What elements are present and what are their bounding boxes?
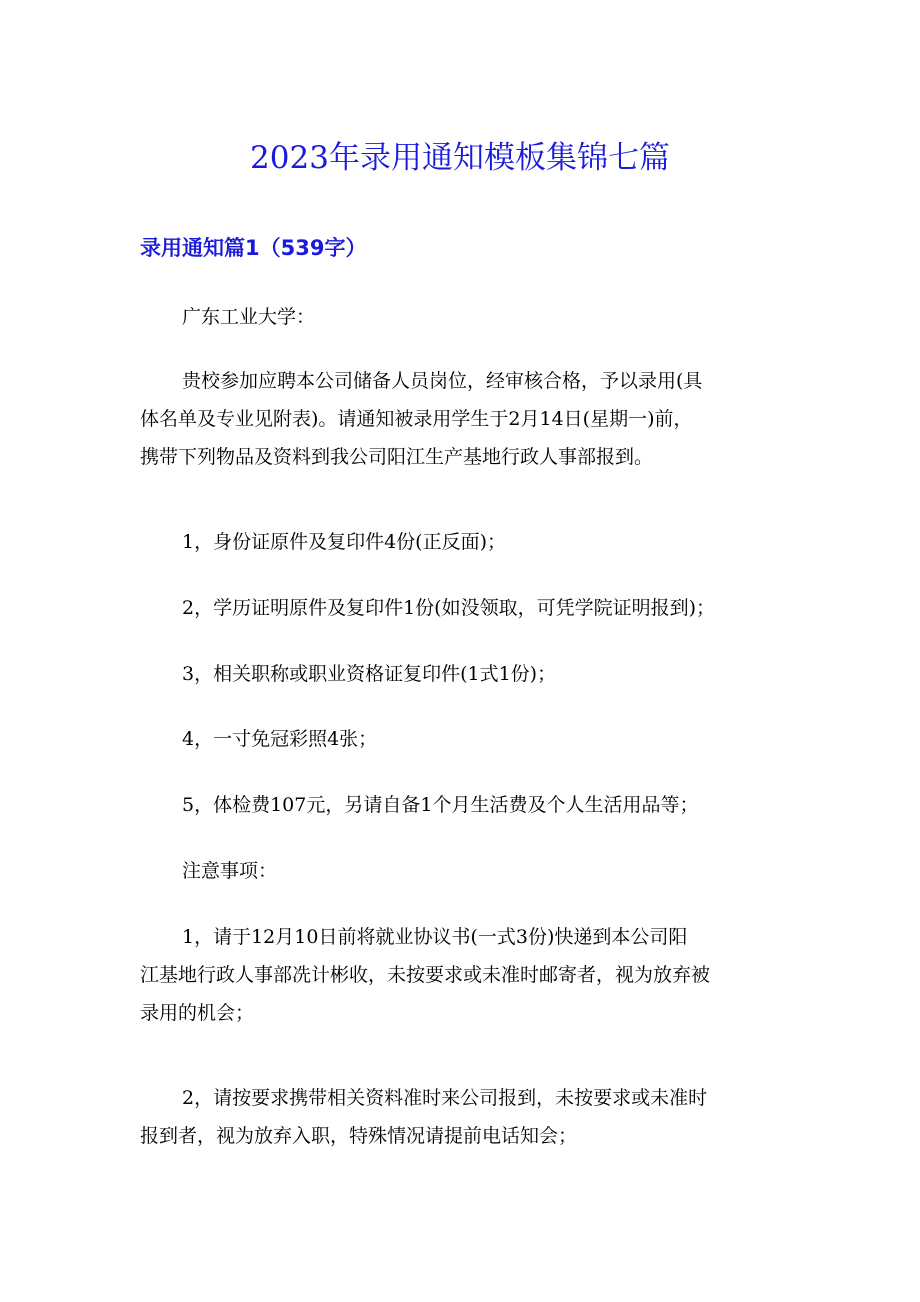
intro-line: 体名单及专业见附表)。请通知被录用学生于2月14日(星期一)前， <box>140 408 693 430</box>
note-line: 江基地行政人事部冼计彬收，未按要求或未准时邮寄者，视为放弃被 <box>140 964 711 986</box>
list-item-text: 2，学历证明原件及复印件1份(如没领取，可凭学院证明报到)； <box>182 597 716 619</box>
notes-heading <box>140 852 780 890</box>
document-title: 2023年录用通知模板集锦七篇 <box>250 140 670 176</box>
salutation-text: 广东工业大学： <box>182 306 316 328</box>
note-line: 录用的机会； <box>140 1002 255 1024</box>
list-item <box>140 720 780 758</box>
intro-line: 贵校参加应聘本公司储备人员岗位，经审核合格，予以录用(具 <box>182 370 703 392</box>
list-item-text: 1，身份证原件及复印件4份(正反面)； <box>182 531 507 553</box>
notes-heading-text: 注意事项： <box>182 860 278 882</box>
list-item <box>140 589 780 627</box>
list-item <box>140 655 780 693</box>
list-item-text: 3，相关职称或职业资格证复印件(1式1份)； <box>182 663 557 685</box>
salutation <box>140 298 780 336</box>
list-item-text: 5，体检费107元，另请自备1个月生活费及个人生活用品等； <box>182 794 699 816</box>
note-line: 报到者，视为放弃入职，特殊情况请提前电话知会； <box>140 1125 578 1147</box>
note-paragraph <box>140 918 780 1032</box>
intro-line: 携带下列物品及资料到我公司阳江生产基地行政人事部报到。 <box>140 446 654 468</box>
list-item <box>140 523 780 561</box>
note-paragraph <box>140 1079 780 1155</box>
note-line: 1，请于12月10日前将就业协议书(一式3份)快递到本公司阳 <box>182 926 688 948</box>
intro-paragraph <box>140 362 780 476</box>
list-item <box>140 786 780 824</box>
section-heading: 录用通知篇1（539字） <box>140 236 367 260</box>
list-item-text: 4，一寸免冠彩照4张； <box>182 728 378 750</box>
note-line: 2，请按要求携带相关资料准时来公司报到，未按要求或未准时 <box>182 1087 708 1109</box>
